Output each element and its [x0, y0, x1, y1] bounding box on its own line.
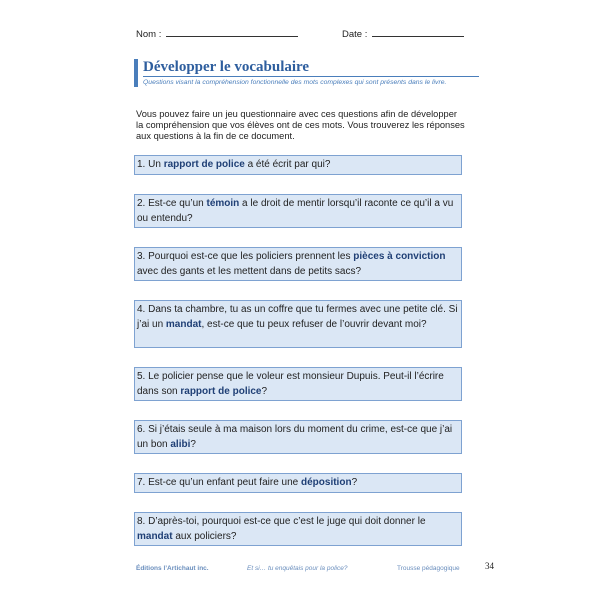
date-line[interactable]: [372, 27, 464, 37]
question-text: ?: [351, 477, 358, 488]
question-box: [134, 155, 462, 175]
question-text: , est-ce que tu peux refuser de l’ouvrir devant moi?: [201, 318, 427, 330]
footer-guide-label: Trousse pédagogique: [397, 565, 460, 572]
vocabulary-term: pièces à conviction: [353, 251, 446, 262]
section-subtitle: Questions visant la compréhension fonctionnelle des mots complexes qui sont présents dans le livre.: [143, 76, 479, 87]
question-text: 4. Dans ta chambre, tu as un coffre que tu fermes avec une petite clé. Si j’ai un: [137, 304, 458, 330]
vocabulary-term: rapport de police: [163, 159, 245, 170]
section-title: Développer le vocabulaire: [143, 59, 310, 75]
vocabulary-term: déposition: [301, 477, 352, 488]
question-text: 7. Est-ce qu’un enfant peut faire une: [137, 477, 301, 488]
vocabulary-term: témoin: [206, 198, 240, 209]
question-box: [134, 300, 462, 348]
question-text: aux policiers?: [172, 530, 237, 542]
question-text: ?: [261, 385, 268, 397]
intro-paragraph: Vous pouvez faire un jeu questionnaire avec ces questions afin de développer la compréhension que vos élèves ont de ces mots. Vous trouverez les réponses aux questions à la fin de ce document.: [136, 109, 465, 141]
question-box: [134, 194, 462, 228]
date-field: [342, 27, 464, 40]
section-header: [134, 59, 479, 87]
question-text: 6. Si j’étais seule à ma maison lors du moment du crime, est-ce que j’ai un bon: [137, 424, 453, 450]
vocabulary-term: alibi: [170, 438, 191, 450]
name-field: [136, 27, 298, 40]
name-line[interactable]: [166, 27, 298, 37]
question-box: [134, 473, 462, 493]
question-text: ?: [190, 438, 196, 450]
footer-publisher: Éditions l’Artichaut inc.: [136, 565, 209, 572]
question-text: 5. Le policier pense que le voleur est monsieur Dupuis. Peut-il l’écrire dans son: [137, 371, 444, 397]
vocabulary-term: mandat: [165, 318, 202, 330]
name-label: Nom :: [136, 29, 162, 40]
vocabulary-term: mandat: [137, 530, 173, 542]
footer-book-title: Et si… tu enquêtais pour la police?: [247, 565, 348, 572]
question-text: 3. Pourquoi est-ce que les policiers prennent les: [137, 251, 354, 262]
question-text: 1. Un: [137, 159, 164, 170]
question-box: [134, 512, 462, 546]
question-box: [134, 247, 462, 281]
vocabulary-term: rapport de police: [180, 385, 262, 397]
question-text: a été écrit par qui?: [244, 159, 331, 170]
question-text: 2. Est-ce qu’un: [137, 198, 207, 209]
question-box: [134, 367, 462, 401]
date-label: Date :: [342, 29, 368, 40]
question-text: 8. D’après-toi, pourquoi est-ce que c’est le juge qui doit donner le: [137, 516, 426, 527]
question-text: a le droit de mentir lorsqu’il raconte ce qu’il a vu ou entendu?: [137, 198, 454, 224]
question-text: avec des gants et les mettent dans de petits sacs?: [137, 265, 362, 277]
question-box: [134, 420, 462, 454]
page-number: 34: [485, 561, 494, 571]
